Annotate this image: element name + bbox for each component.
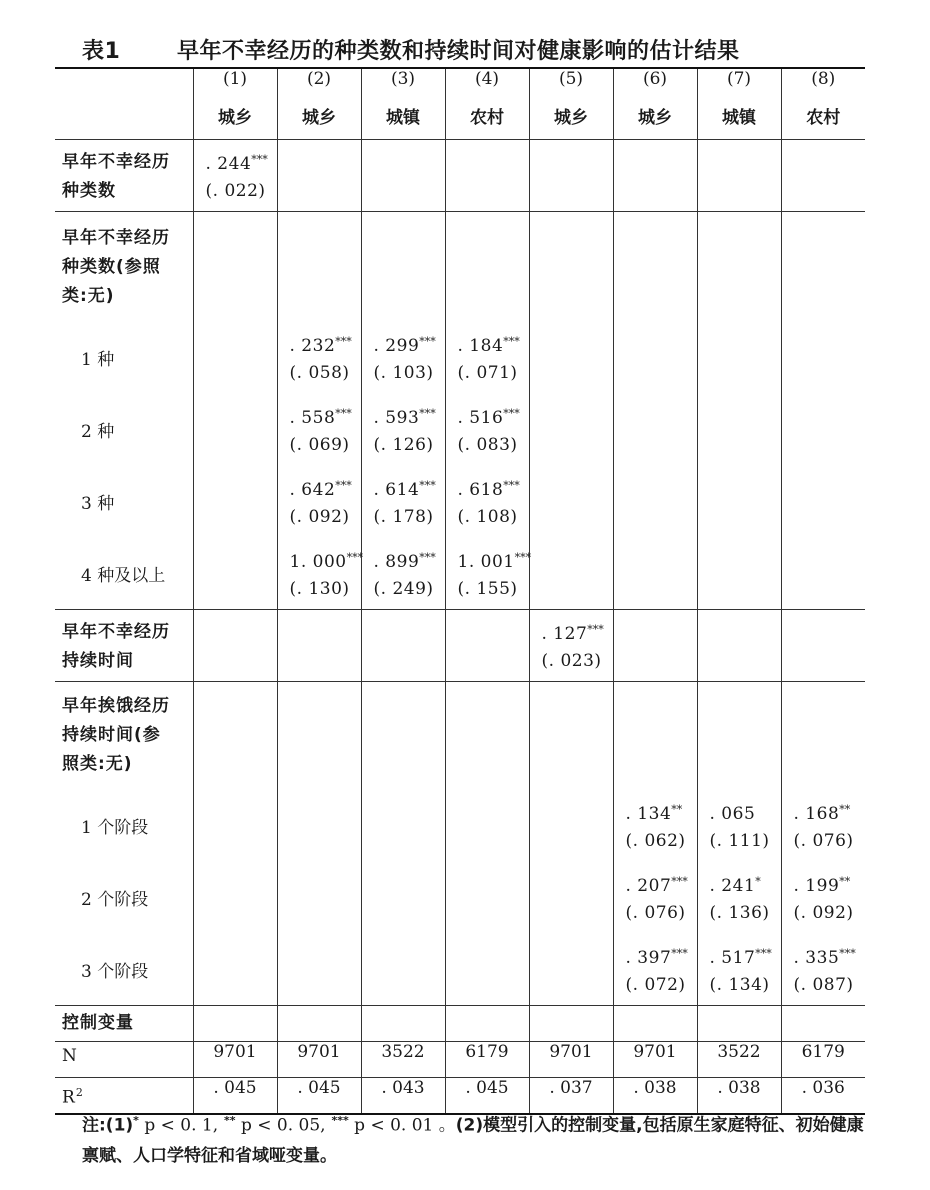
table-cell: 3522	[361, 1042, 445, 1078]
row-label: 2 种	[81, 422, 115, 442]
table-cell: . 043	[361, 1078, 445, 1114]
table-cell: . 244*** (. 022)	[193, 140, 277, 212]
table-cell: 9701	[193, 1042, 277, 1078]
header-corner	[55, 68, 193, 103]
table-row	[55, 1006, 865, 1042]
table-number: 表1	[82, 39, 121, 64]
col-area: 农村	[445, 103, 529, 140]
row-label: 2 个阶段	[81, 890, 149, 910]
row-label: 早年不幸经历 种类数(参照 类:无)	[55, 212, 193, 322]
table-caption: 早年不幸经历的种类数和持续时间对健康影响的估计结果	[177, 39, 740, 64]
table-cell: . 038	[613, 1078, 697, 1114]
table-cell: . 045	[445, 1078, 529, 1114]
table-row	[55, 934, 865, 1006]
table-cell: . 593*** (. 126)	[361, 394, 445, 466]
table-row	[55, 682, 865, 790]
col-area: 城乡	[277, 103, 361, 140]
table-cell: . 614*** (. 178)	[361, 466, 445, 538]
col-num: (3)	[361, 68, 445, 103]
table-cell: . 207*** (. 076)	[613, 862, 697, 934]
results-table	[55, 67, 865, 1115]
row-label: 早年不幸经历 种类数	[55, 140, 193, 212]
col-num: (1)	[193, 68, 277, 103]
table-title	[82, 34, 740, 65]
table-cell: . 517*** (. 134)	[697, 934, 781, 1006]
table-cell: . 558*** (. 069)	[277, 394, 361, 466]
header-corner	[55, 103, 193, 140]
table-cell: . 036	[781, 1078, 865, 1114]
table-cell: . 299*** (. 103)	[361, 322, 445, 394]
row-label: 1 种	[81, 350, 115, 370]
table-cell: . 037	[529, 1078, 613, 1114]
table-cell: . 335*** (. 087)	[781, 934, 865, 1006]
header-number-row	[55, 68, 865, 103]
col-area: 城乡	[193, 103, 277, 140]
table-cell: . 199** (. 092)	[781, 862, 865, 934]
table-cell: 9701	[529, 1042, 613, 1078]
table-cell: . 642*** (. 092)	[277, 466, 361, 538]
row-label: 3 种	[81, 494, 115, 514]
col-area: 城乡	[613, 103, 697, 140]
table-cell: 6179	[781, 1042, 865, 1078]
row-label: 3 个阶段	[81, 961, 149, 982]
table-cell: . 045	[193, 1078, 277, 1114]
table-cell: . 397*** (. 072)	[613, 934, 697, 1006]
row-label: 4 种及以上	[81, 565, 166, 586]
table-cell: . 516*** (. 083)	[445, 394, 529, 466]
table-note: 注:(1)* p < 0. 1, ** p < 0. 05, *** p < 0. 01 。(2)模型引入的控制变量,包括原生家庭特征、初始健康禀赋、人口学特征和省域哑变量。	[82, 1114, 864, 1166]
col-area: 城乡	[529, 103, 613, 140]
col-area: 农村	[781, 103, 865, 140]
table-cell: . 134** (. 062)	[613, 790, 697, 862]
col-num: (2)	[277, 68, 361, 103]
col-num: (7)	[697, 68, 781, 103]
col-num: (4)	[445, 68, 529, 103]
table-cell: 9701	[277, 1042, 361, 1078]
table-row	[55, 790, 865, 862]
table-row	[55, 1042, 865, 1078]
row-label: $R^2$	[55, 1078, 193, 1114]
col-area: 城镇	[361, 103, 445, 140]
table-cell: 1. 000*** (. 130)	[277, 538, 361, 610]
col-num: (6)	[613, 68, 697, 103]
table-cell: . 038	[697, 1078, 781, 1114]
col-num: (8)	[781, 68, 865, 103]
table-cell: . 184*** (. 071)	[445, 322, 529, 394]
table-cell: . 241* (. 136)	[697, 862, 781, 934]
table-cell: . 045	[277, 1078, 361, 1114]
row-label: 早年挨饿经历 持续时间(参 照类:无)	[55, 682, 193, 790]
header-area-row	[55, 103, 865, 140]
table-row	[55, 322, 865, 394]
table-cell: . 065 (. 111)	[697, 790, 781, 862]
table-row	[55, 394, 865, 466]
table-cell: . 232*** (. 058)	[277, 322, 361, 394]
table-cell: 6179	[445, 1042, 529, 1078]
table-cell: 9701	[613, 1042, 697, 1078]
row-label: 控制变量	[55, 1006, 193, 1042]
row-label: 早年不幸经历 持续时间	[55, 610, 193, 682]
table-cell: . 899*** (. 249)	[361, 538, 445, 610]
table-row	[55, 862, 865, 934]
col-area: 城镇	[697, 103, 781, 140]
table-row	[55, 140, 865, 212]
table-row	[55, 610, 865, 682]
table-row	[55, 212, 865, 322]
row-label: 1 个阶段	[81, 818, 149, 838]
table-row	[55, 466, 865, 538]
table-cell: . 618*** (. 108)	[445, 466, 529, 538]
table-cell: 1. 001*** (. 155)	[445, 538, 529, 610]
table-cell: . 168** (. 076)	[781, 790, 865, 862]
table-cell: 3522	[697, 1042, 781, 1078]
table-row	[55, 538, 865, 610]
table-cell: . 127*** (. 023)	[529, 610, 613, 682]
col-num: (5)	[529, 68, 613, 103]
row-label: N	[55, 1042, 193, 1078]
